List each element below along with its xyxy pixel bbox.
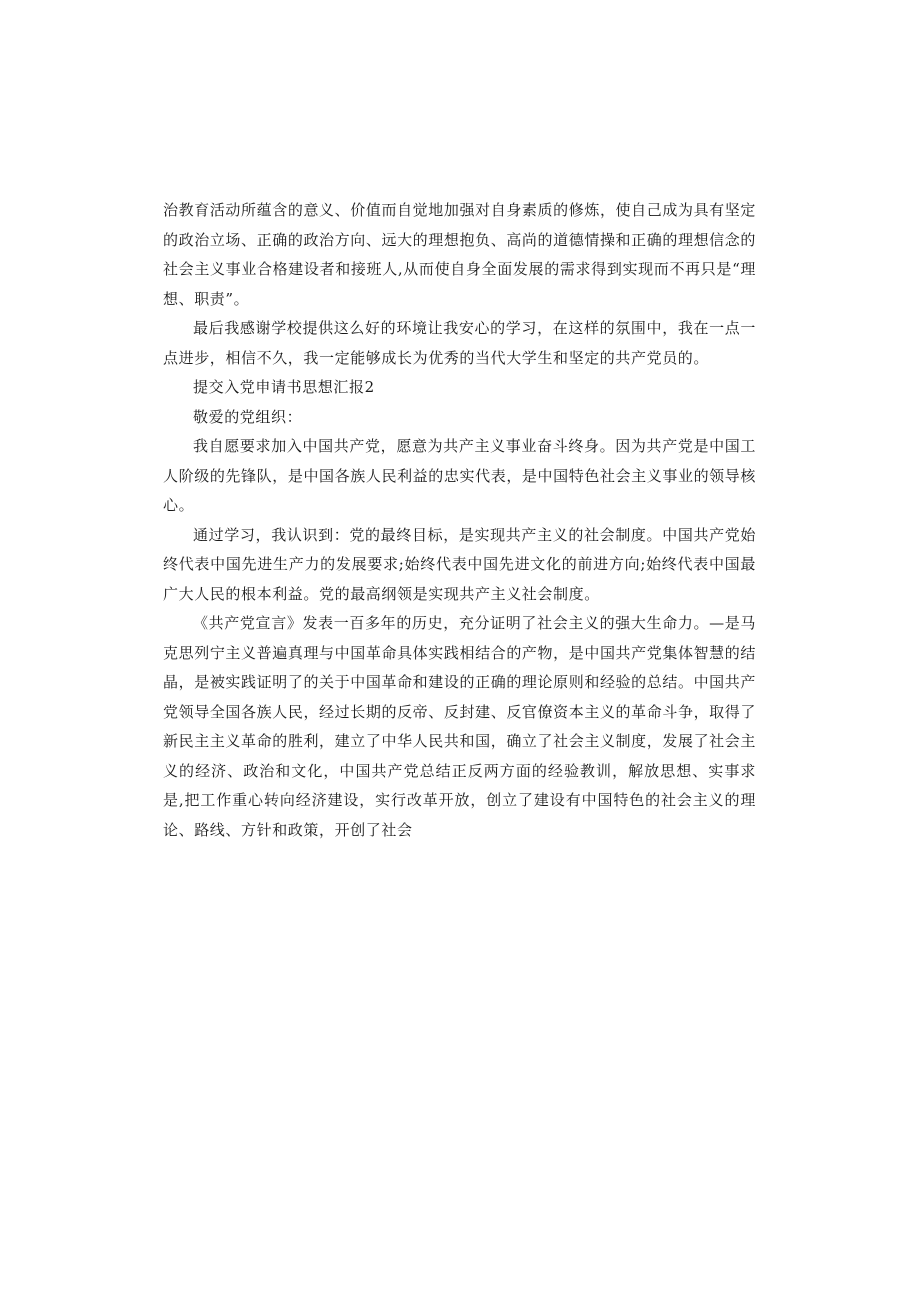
- paragraph-thanks: 最后我感谢学校提供这么好的环境让我安心的学习，在这样的氛围中，我在一点一点进步，相信不久，我一定能够成长为优秀的当代大学生和坚定的共产党员的。: [163, 319, 756, 367]
- section-title: 提交入党申请书思想汇报2: [193, 378, 375, 396]
- paragraph-history: 《共产党宣言》发表一百多年的历史，充分证明了社会主义的强大生命力。—是马克思列宁主义普遍真理与中国革命具体实践相结合的产物，是中国共产党集体智慧的结晶，是被实践证明了的关于中国革命和建设的正确的理论原则和经验的总结。中国共产党领导全国各族人民，经过长期的反帝、反封建、反官僚资本主义的革命斗争，取得了新民主主义革命的胜利，建立了中华人民共和国，确立了社会主义制度，发展了社会主义的经济、政治和文化，中国共产党总结正反两方面的经验教训，解放思想、实事求是,把工作重心转向经济建设，实行改革开放，创立了建设有中国特色的社会主义的理论、路线、方针和政策，开创了社会: [163, 614, 756, 839]
- paragraph-continuation: 治教育活动所蕴含的意义、价值而自觉地加强对自身素质的修炼，使自己成为具有坚定的政治立场、正确的政治方向、远大的理想抱负、高尚的道德情操和正确的理想信念的社会主义事业合格建设者和接班人,从而使自身全面发展的需求得到实现而不再只是“理想、职责”。: [163, 201, 756, 308]
- paragraph-understanding: 通过学习，我认识到：党的最终目标，是实现共产主义的社会制度。中国共产党始终代表中国先进生产力的发展要求;始终代表中国先进文化的前进方向;始终代表中国最广大人民的根本利益。党的最高纲领是实现共产主义社会制度。: [163, 525, 756, 603]
- paragraph-application: 我自愿要求加入中国共产党，愿意为共产主义事业奋斗终身。因为共产党是中国工人阶级的先锋队，是中国各族人民利益的忠实代表，是中国特色社会主义事业的领导核心。: [163, 437, 756, 514]
- salutation: 敬爱的党组织：: [193, 407, 303, 426]
- document-body: [163, 196, 756, 845]
